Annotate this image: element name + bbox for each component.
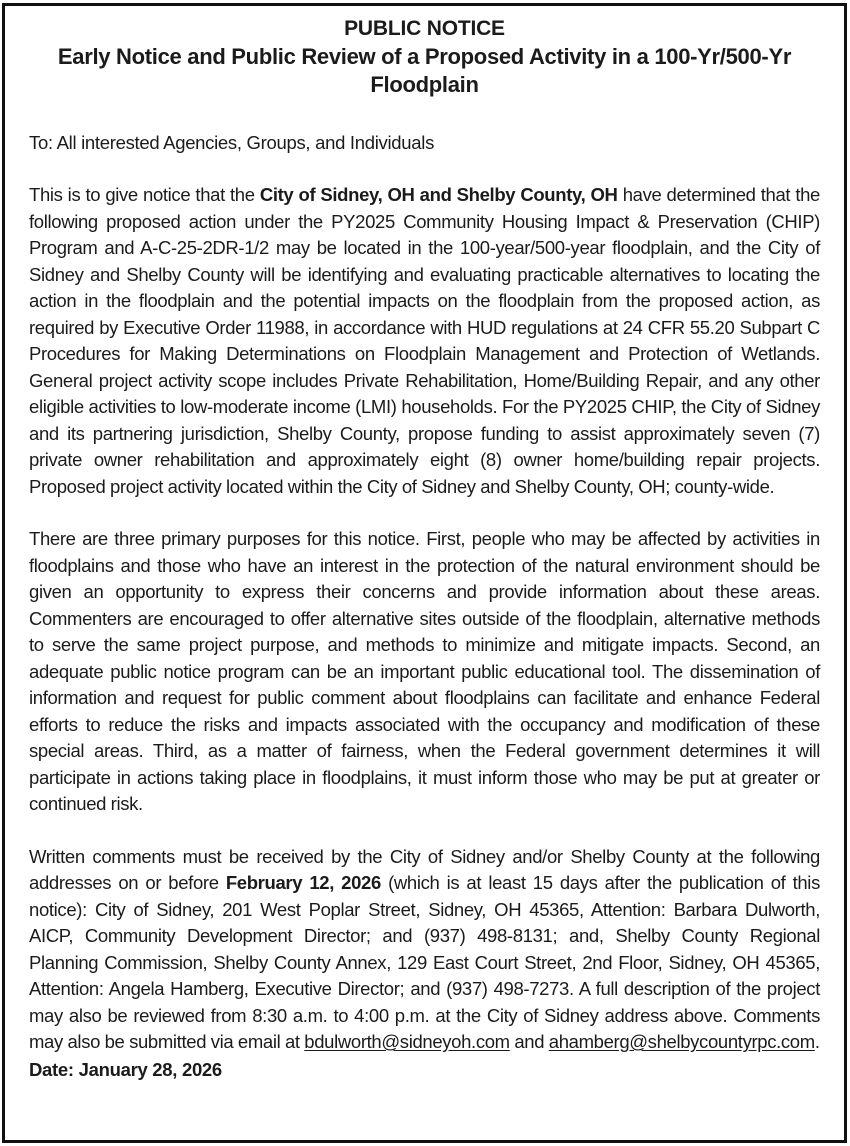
paragraph-purposes: There are three primary purposes for this notice. First, people who may be affected by activities in floodplains and those who have an interest in the protection of the natural environment should be given an opportunity to express their concerns and provide information about these areas. Commenters are encouraged to offer alternative sites outside of the floodplain, alternative methods to serve the same project purpose, and methods to minimize and mitigate impacts. Second, an adequate public notice program can be an important public educational tool. The dissemination of information and request for public comment about floodplains can facilitate and enhance Federal efforts to reduce the risks and impacts associated with the occupancy and modification of these special areas. Third, as a matter of fairness, when the Federal government determines it will participate in actions taking place in floodplains, it must inform those who may be put at greater or continued risk. (29, 528, 820, 814)
comments-text-period: . (814, 1031, 820, 1052)
comments-text-and: and (509, 1031, 549, 1052)
determination-text-lead: This is to give notice that the (29, 184, 260, 205)
notice-heading (29, 15, 820, 99)
determination-text-body: have determined that the following proposed action under the PY2025 Community Housing Impact & Preservation (CHIP) Program and A-C-25-2DR-1/2 may be located in the 100-year/500-year floodplain, and the City of Sidney and Shelby County will be identifying and evaluating practicable alternatives to locating the action in the floodplain and the potential impacts on the floodplain from the proposed action, as required by Executive Order 11988, in accordance with HUD regulations at 24 CFR 55.20 Subpart C Procedures for Making Determinations on Floodplain Management and Protection of Wetlands. General project activity scope includes Private Rehabilitation, Home/Building Repair, and any other eligible activities to low-moderate income (LMI) households. For the PY2025 CHIP, the City of Sidney and its partnering jurisdiction, Shelby County, propose funding to assist approximately seven (7) private owner rehabilitation and approximately eight (8) owner home/building repair projects. Proposed project activity located within the City of Sidney and Shelby County, OH; county-wide. (29, 184, 820, 497)
email-link-ahamberg[interactable]: ahamberg@shelbycountyrpc.com (548, 1031, 815, 1052)
notice-title: PUBLIC NOTICE (344, 17, 505, 40)
notice-subtitle: Early Notice and Public Review of a Proposed Activity in a 100-Yr/500-Yr Floodplain (57, 44, 792, 97)
date-line: Date: January 28, 2026 (29, 1058, 222, 1080)
comments-text-lead: Written comments must be received by the City of Sidney and/or Shelby County at the following addresses on or before (29, 845, 820, 893)
comment-deadline-bold: February 12, 2026 (225, 872, 381, 893)
email-link-bdulworth[interactable]: bdulworth@sidneyoh.com (304, 1031, 510, 1052)
salutation-line: To: All interested Agencies, Groups, and Individuals (29, 132, 435, 153)
paragraph-determination (29, 182, 820, 500)
comments-text-addresses: (which is at least 15 days after the publication of this notice): City of Sidney, 201 West Poplar Street, Sidney, OH 45365, Attention: Barbara Dulworth, AICP, Community Development Director; and (937) 498-8131; and, Shelby County Regional Planning Commission, Shelby County Annex, 129 East Court Street, 2nd Floor, Sidney, OH 45365, Attention: Angela Hamberg, Executive Director; and (937) 498-7273. A full description of the project may also be reviewed from 8:30 a.m. to 4:00 p.m. at the City of Sidney address above. Comments may also be submitted via email at (29, 872, 820, 1052)
notice-border-frame (2, 3, 847, 1143)
jurisdictions-bold: City of Sidney, OH and Shelby County, OH (259, 184, 618, 205)
paragraph-comments (29, 844, 820, 1056)
